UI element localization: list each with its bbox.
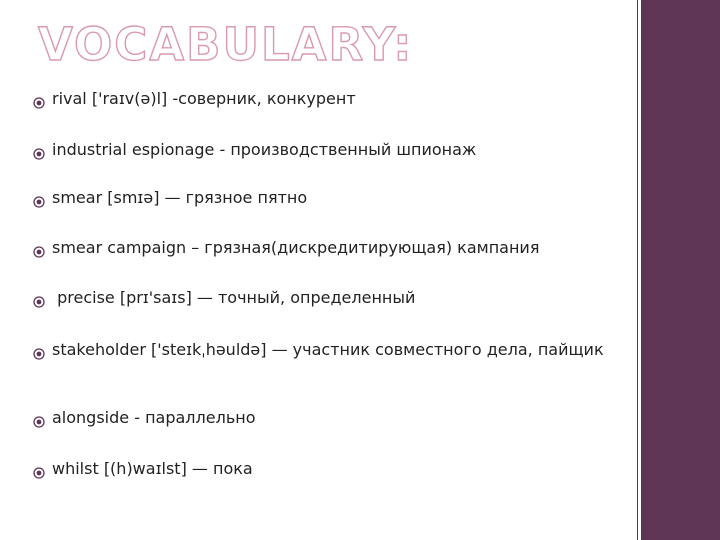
vocabulary-term: stakeholder ['steɪkˌhəuldə] — участник совместного дела, пайщик xyxy=(52,340,604,359)
accent-divider-line xyxy=(637,0,638,540)
accent-side-bar xyxy=(641,0,720,540)
radio-circle-bullet-icon xyxy=(32,144,46,164)
radio-circle-bullet-icon xyxy=(32,463,46,483)
vocabulary-term: precise [prɪ'saɪs] — точный, определенный xyxy=(52,288,416,307)
list-item xyxy=(32,342,607,364)
list-item xyxy=(32,240,607,262)
vocabulary-term: smear campaign – грязная(дискредитирующая) кампания xyxy=(52,238,540,257)
radio-circle-bullet-icon xyxy=(32,93,46,113)
vocabulary-term: smear [smɪə] — грязное пятно xyxy=(52,188,308,207)
radio-circle-bullet-icon xyxy=(32,292,46,312)
vocabulary-term: alongside - параллельно xyxy=(52,408,256,427)
radio-circle-bullet-icon xyxy=(32,192,46,212)
list-item xyxy=(32,142,607,164)
radio-circle-bullet-icon xyxy=(32,242,46,262)
radio-circle-bullet-icon xyxy=(32,412,46,432)
vocabulary-term: rival ['raɪv(ə)l] -соверник, конкурент xyxy=(52,89,356,108)
list-item xyxy=(32,290,607,312)
list-item xyxy=(32,190,607,212)
radio-circle-bullet-icon xyxy=(32,344,46,364)
list-item xyxy=(32,461,607,483)
vocabulary-term: industrial espionage - производственный шпионаж xyxy=(52,140,477,159)
slide-title: VOCABULARY: xyxy=(38,18,414,71)
list-item xyxy=(32,410,607,432)
list-item xyxy=(32,91,607,113)
vocabulary-term: whilst [(h)waɪlst] — пока xyxy=(52,459,253,478)
